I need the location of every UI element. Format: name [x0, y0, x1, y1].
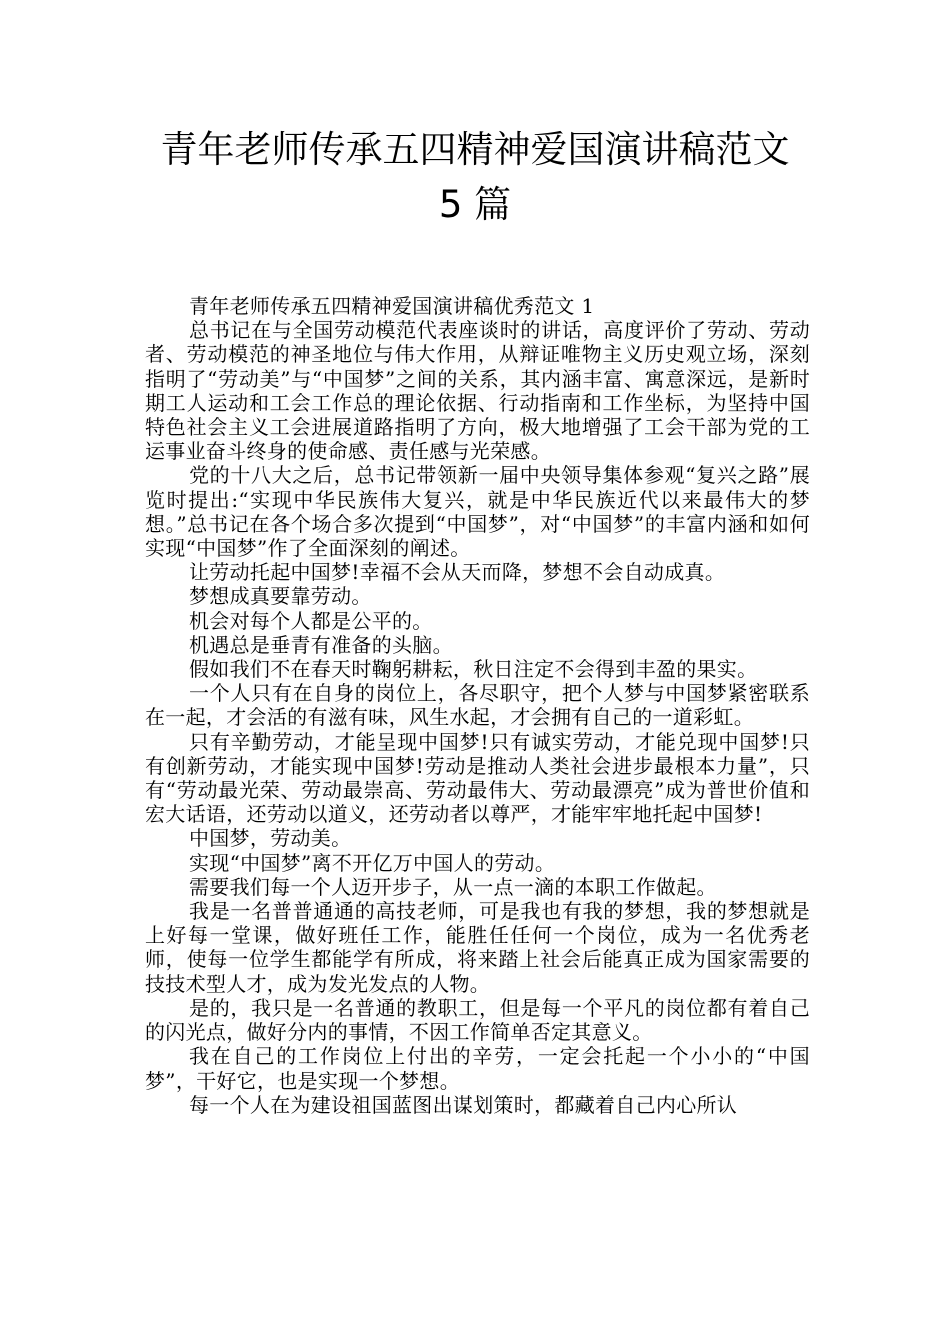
paragraph: 实现“中国梦”离不开亿万中国人的劳动。 — [189, 850, 556, 875]
paragraph: 我在自己的工作岗位上付出的辛劳，一定会托起一个小小的“中国梦”，干好它，也是实现一个梦想。 — [145, 1044, 810, 1093]
paragraph: 让劳动托起中国梦!幸福不会从天而降，梦想不会自动成真。 — [189, 560, 726, 585]
paragraph: 每一个人在为建设祖国蓝图出谋划策时，都藏着自己内心所认 — [189, 1092, 738, 1117]
paragraph: 一个人只有在自身的岗位上，各尽职守，把个人梦与中国梦紧密联系在一起，才会活的有滋有味，风生水起，才会拥有自己的一道彩虹。 — [145, 681, 810, 730]
paragraph: 总书记在与全国劳动模范代表座谈时的讲话，高度评价了劳动、劳动者、劳动模范的神圣地位与伟大作用，从辩证唯物主义历史观立场，深刻指明了“劳动美”与“中国梦”之间的关系，其内涵丰富、寓意深远，是新时期工人运动和工会工作总的理论依据、行动指南和工作坐标，为坚持中国特色社会主义工会进展道路指明了方向，极大地增强了工会干部为党的工运事业奋斗终身的使命感、责任感与光荣感。 — [145, 318, 810, 464]
paragraph: 我是一名普普通通的高技老师，可是我也有我的梦想，我的梦想就是上好每一堂课，做好班任工作，能胜任任何一个岗位，成为一名优秀老师，使每一位学生都能学有所成，将来踏上社会后能真正成为国家需要的技技术型人才，成为发光发点的人物。 — [145, 899, 810, 996]
paragraph: 梦想成真要靠劳动。 — [189, 584, 372, 609]
paragraph: 只有辛勤劳动，才能呈现中国梦!只有诚实劳动，才能兑现中国梦!只有创新劳动，才能实现中国梦!劳动是推动人类社会进步最根本力量”，只有“劳动最光荣、劳动最崇高、劳动最伟大、劳动最漂亮”成为普世价值和宏大话语，还劳动以道义，还劳动者以尊严，才能牢牢地托起中国梦! — [145, 729, 810, 827]
paragraph: 中国梦，劳动美。 — [189, 826, 352, 851]
paragraph: 是的，我只是一名普通的教职工，但是每一个平凡的岗位都有着自己的闪光点，做好分内的事情，不因工作简单否定其意义。 — [145, 995, 810, 1045]
title-line-1: 青年老师传承五四精神爱国演讲稿范文 — [160, 128, 790, 171]
title-line-2: 5 篇 — [438, 183, 512, 226]
paragraph: 机遇总是垂青有准备的头脑。 — [189, 632, 453, 657]
paragraph: 需要我们每一个人迈开步子，从一点一滴的本职工作做起。 — [189, 874, 717, 899]
section-heading: 青年老师传承五四精神爱国演讲稿优秀范文 1 — [189, 294, 595, 318]
document-title — [120, 122, 830, 232]
paragraph: 党的十八大之后，总书记带领新一届中央领导集体参观“复兴之路”展览时提出:“实现中华民族伟大复兴，就是中华民族近代以来最伟大的梦想。”总书记在各个场合多次提到“中国梦”，对“中国梦”的丰富内涵和如何实现“中国梦”作了全面深刻的阐述。 — [145, 463, 810, 561]
document-body — [145, 294, 810, 1117]
paragraph: 假如我们不在春天时鞠躬耕耘，秋日注定不会得到丰盈的果实。 — [189, 657, 758, 682]
paragraph: 机会对每个人都是公平的。 — [189, 608, 433, 633]
